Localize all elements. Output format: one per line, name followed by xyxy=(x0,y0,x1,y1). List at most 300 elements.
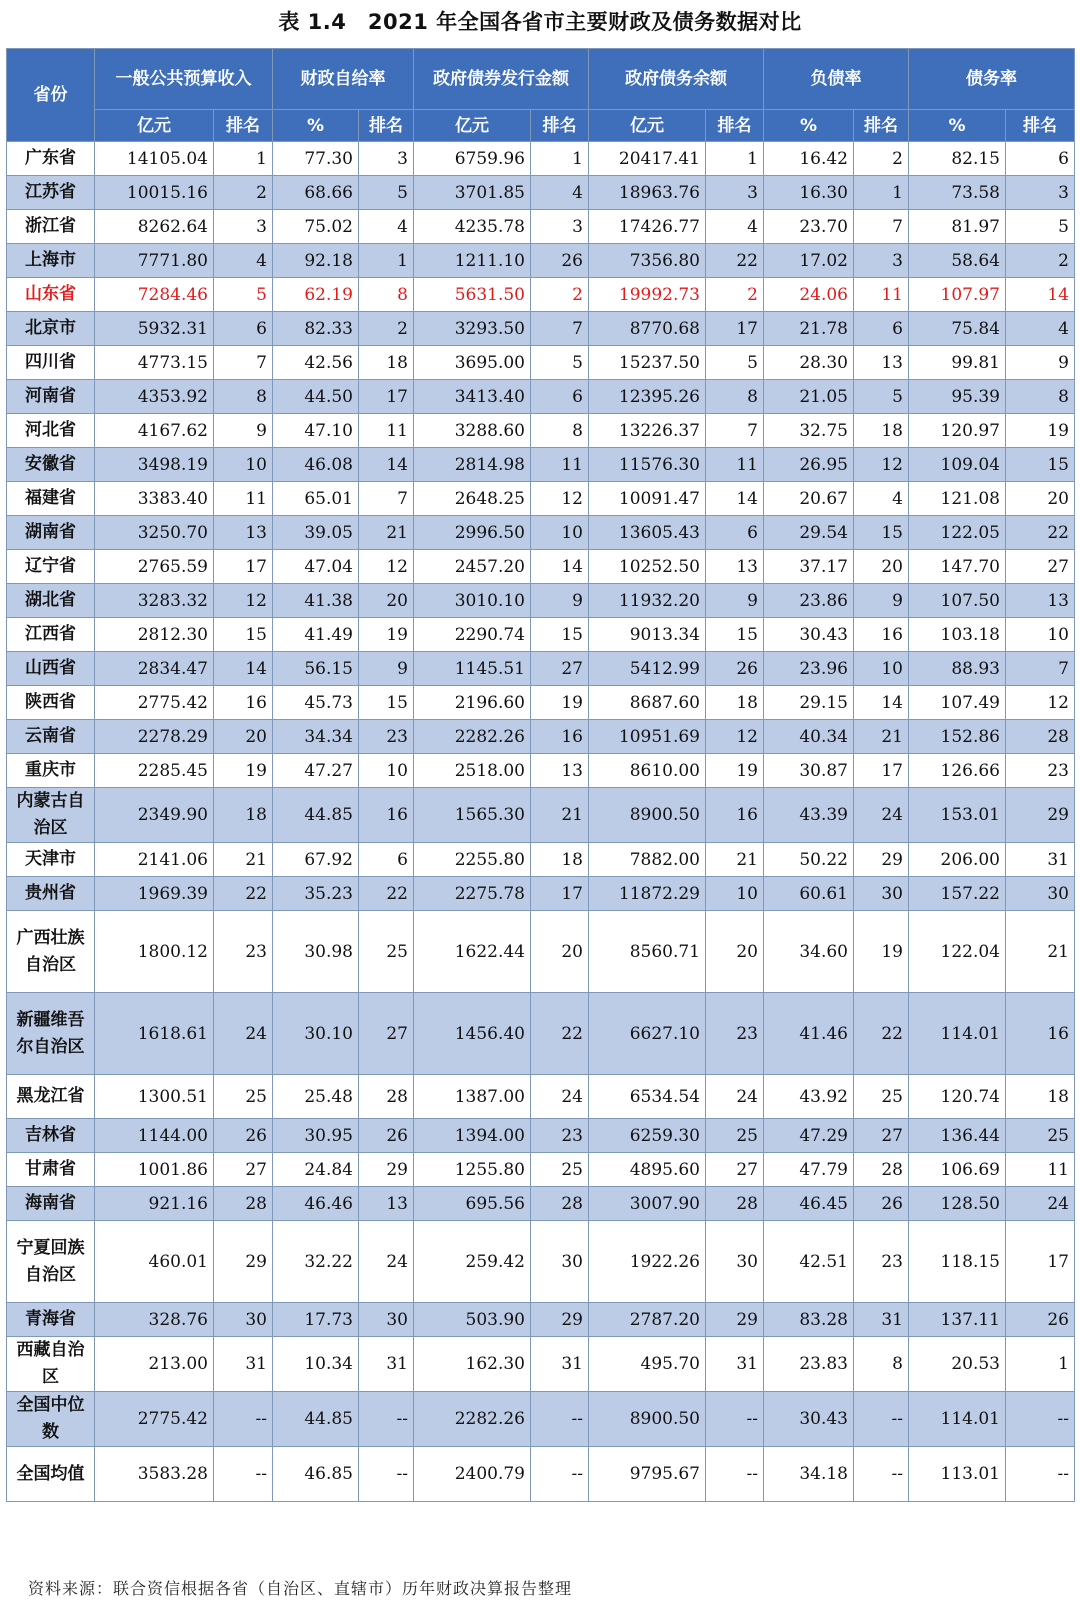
value-cell: 30 xyxy=(531,1221,589,1303)
value-cell: 17 xyxy=(531,877,589,911)
value-cell: 32.75 xyxy=(764,414,854,448)
value-cell: 16 xyxy=(1006,993,1075,1075)
value-cell: 4895.60 xyxy=(589,1153,706,1187)
value-cell: 17 xyxy=(854,754,909,788)
value-cell: 3383.40 xyxy=(95,482,214,516)
value-cell: 8 xyxy=(214,380,273,414)
value-cell: -- xyxy=(854,1392,909,1447)
header-province: 省份 xyxy=(7,49,95,142)
value-cell: 24 xyxy=(214,993,273,1075)
table-row xyxy=(7,1447,1075,1502)
value-cell: 45.73 xyxy=(273,686,359,720)
value-cell: 9 xyxy=(531,584,589,618)
value-cell: 28 xyxy=(214,1187,273,1221)
value-cell: 122.04 xyxy=(909,911,1006,993)
value-cell: 7 xyxy=(531,312,589,346)
value-cell: 40.34 xyxy=(764,720,854,754)
value-cell: 8610.00 xyxy=(589,754,706,788)
value-cell: 27 xyxy=(706,1153,764,1187)
value-cell: 2255.80 xyxy=(414,843,531,877)
value-cell: 20 xyxy=(1006,482,1075,516)
header-budget-revenue: 一般公共预算收入 xyxy=(95,49,273,110)
table-row xyxy=(7,1153,1075,1187)
value-cell: 20 xyxy=(706,911,764,993)
value-cell: 2282.26 xyxy=(414,720,531,754)
value-cell: 29.15 xyxy=(764,686,854,720)
table-row xyxy=(7,1337,1075,1392)
value-cell: 107.49 xyxy=(909,686,1006,720)
value-cell: 27 xyxy=(531,652,589,686)
value-cell: 6759.96 xyxy=(414,142,531,176)
value-cell: 34.34 xyxy=(273,720,359,754)
value-cell: 3250.70 xyxy=(95,516,214,550)
value-cell: 30.87 xyxy=(764,754,854,788)
value-cell: 17.73 xyxy=(273,1303,359,1337)
value-cell: -- xyxy=(359,1447,414,1502)
value-cell: 19 xyxy=(854,911,909,993)
value-cell: 28.30 xyxy=(764,346,854,380)
province-cell: 安徽省 xyxy=(7,448,95,482)
table-row xyxy=(7,754,1075,788)
value-cell: -- xyxy=(531,1447,589,1502)
value-cell: 34.60 xyxy=(764,911,854,993)
value-cell: 106.69 xyxy=(909,1153,1006,1187)
value-cell: 23 xyxy=(1006,754,1075,788)
value-cell: 9 xyxy=(359,652,414,686)
value-cell: 16 xyxy=(214,686,273,720)
value-cell: 695.56 xyxy=(414,1187,531,1221)
value-cell: 107.97 xyxy=(909,278,1006,312)
value-cell: 37.17 xyxy=(764,550,854,584)
value-cell: 34.18 xyxy=(764,1447,854,1502)
value-cell: 4353.92 xyxy=(95,380,214,414)
value-cell: 11 xyxy=(359,414,414,448)
value-cell: 11 xyxy=(531,448,589,482)
value-cell: 8 xyxy=(531,414,589,448)
value-cell: 46.85 xyxy=(273,1447,359,1502)
table-row xyxy=(7,1119,1075,1153)
province-cell: 内蒙古自治区 xyxy=(7,788,95,843)
value-cell: 2787.20 xyxy=(589,1303,706,1337)
value-cell: 13 xyxy=(854,346,909,380)
value-cell: 16 xyxy=(531,720,589,754)
value-cell: 157.22 xyxy=(909,877,1006,911)
value-cell: 11 xyxy=(214,482,273,516)
value-cell: 13 xyxy=(706,550,764,584)
value-cell: 47.79 xyxy=(764,1153,854,1187)
value-cell: 114.01 xyxy=(909,1392,1006,1447)
value-cell: 92.18 xyxy=(273,244,359,278)
value-cell: 29 xyxy=(1006,788,1075,843)
value-cell: 2814.98 xyxy=(414,448,531,482)
header-row-groups xyxy=(7,49,1075,110)
value-cell: 6 xyxy=(214,312,273,346)
value-cell: 14 xyxy=(531,550,589,584)
value-cell: 9 xyxy=(854,584,909,618)
value-cell: 22 xyxy=(854,993,909,1075)
value-cell: 21 xyxy=(706,843,764,877)
value-cell: 29 xyxy=(531,1303,589,1337)
province-cell: 山西省 xyxy=(7,652,95,686)
value-cell: 17 xyxy=(359,380,414,414)
table-row xyxy=(7,176,1075,210)
value-cell: 2 xyxy=(854,142,909,176)
value-cell: 35.23 xyxy=(273,877,359,911)
value-cell: 13 xyxy=(1006,584,1075,618)
value-cell: 2775.42 xyxy=(95,1392,214,1447)
value-cell: 22 xyxy=(359,877,414,911)
value-cell: 24 xyxy=(706,1075,764,1119)
value-cell: 75.84 xyxy=(909,312,1006,346)
value-cell: 47.29 xyxy=(764,1119,854,1153)
value-cell: 26 xyxy=(214,1119,273,1153)
value-cell: 1394.00 xyxy=(414,1119,531,1153)
value-cell: 14105.04 xyxy=(95,142,214,176)
value-cell: 206.00 xyxy=(909,843,1006,877)
value-cell: 10091.47 xyxy=(589,482,706,516)
value-cell: 10 xyxy=(531,516,589,550)
value-cell: 15 xyxy=(531,618,589,652)
value-cell: 3 xyxy=(214,210,273,244)
value-cell: 50.22 xyxy=(764,843,854,877)
value-cell: 30.98 xyxy=(273,911,359,993)
province-cell: 宁夏回族自治区 xyxy=(7,1221,95,1303)
value-cell: 28 xyxy=(531,1187,589,1221)
value-cell: 495.70 xyxy=(589,1337,706,1392)
value-cell: 73.58 xyxy=(909,176,1006,210)
value-cell: 10 xyxy=(1006,618,1075,652)
value-cell: 18 xyxy=(531,843,589,877)
value-cell: 26 xyxy=(854,1187,909,1221)
value-cell: 23.86 xyxy=(764,584,854,618)
province-cell: 贵州省 xyxy=(7,877,95,911)
value-cell: 2 xyxy=(706,278,764,312)
value-cell: 7 xyxy=(1006,652,1075,686)
value-cell: 7 xyxy=(214,346,273,380)
value-cell: 18 xyxy=(854,414,909,448)
value-cell: -- xyxy=(1006,1447,1075,1502)
value-cell: 8900.50 xyxy=(589,788,706,843)
value-cell: 5 xyxy=(214,278,273,312)
value-cell: 7 xyxy=(706,414,764,448)
value-cell: 921.16 xyxy=(95,1187,214,1221)
value-cell: 12 xyxy=(359,550,414,584)
value-cell: 10 xyxy=(706,877,764,911)
value-cell: 25 xyxy=(359,911,414,993)
value-cell: 19992.73 xyxy=(589,278,706,312)
value-cell: 6 xyxy=(531,380,589,414)
value-cell: 24.06 xyxy=(764,278,854,312)
value-cell: 14 xyxy=(359,448,414,482)
value-cell: 15 xyxy=(854,516,909,550)
table-row xyxy=(7,618,1075,652)
value-cell: 126.66 xyxy=(909,754,1006,788)
value-cell: 8 xyxy=(1006,380,1075,414)
value-cell: 30 xyxy=(214,1303,273,1337)
province-cell: 西藏自治区 xyxy=(7,1337,95,1392)
value-cell: 6259.30 xyxy=(589,1119,706,1153)
value-cell: 42.56 xyxy=(273,346,359,380)
value-cell: 14 xyxy=(706,482,764,516)
value-cell: 6 xyxy=(706,516,764,550)
value-cell: 24 xyxy=(1006,1187,1075,1221)
value-cell: 20.53 xyxy=(909,1337,1006,1392)
value-cell: 2285.45 xyxy=(95,754,214,788)
value-cell: 152.86 xyxy=(909,720,1006,754)
table-row xyxy=(7,346,1075,380)
value-cell: 2 xyxy=(1006,244,1075,278)
value-cell: 3 xyxy=(531,210,589,244)
value-cell: 5 xyxy=(854,380,909,414)
value-cell: 28 xyxy=(359,1075,414,1119)
value-cell: 31 xyxy=(531,1337,589,1392)
value-cell: 19 xyxy=(359,618,414,652)
value-cell: 1922.26 xyxy=(589,1221,706,1303)
value-cell: 3 xyxy=(706,176,764,210)
value-cell: 2 xyxy=(531,278,589,312)
value-cell: 3283.32 xyxy=(95,584,214,618)
value-cell: 3007.90 xyxy=(589,1187,706,1221)
province-cell: 河南省 xyxy=(7,380,95,414)
value-cell: 2141.06 xyxy=(95,843,214,877)
table-row xyxy=(7,686,1075,720)
value-cell: 13605.43 xyxy=(589,516,706,550)
value-cell: 18 xyxy=(359,346,414,380)
value-cell: 2457.20 xyxy=(414,550,531,584)
value-cell: 77.30 xyxy=(273,142,359,176)
value-cell: 81.97 xyxy=(909,210,1006,244)
value-cell: 5932.31 xyxy=(95,312,214,346)
province-cell: 天津市 xyxy=(7,843,95,877)
value-cell: 30 xyxy=(1006,877,1075,911)
value-cell: 7 xyxy=(854,210,909,244)
value-cell: 2812.30 xyxy=(95,618,214,652)
value-cell: 3413.40 xyxy=(414,380,531,414)
value-cell: 21 xyxy=(359,516,414,550)
value-cell: 23.70 xyxy=(764,210,854,244)
value-cell: 2282.26 xyxy=(414,1392,531,1447)
header-debt-ratio: 债务率 xyxy=(909,49,1075,110)
value-cell: 23 xyxy=(854,1221,909,1303)
value-cell: 29 xyxy=(706,1303,764,1337)
value-cell: 7356.80 xyxy=(589,244,706,278)
province-cell: 山东省 xyxy=(7,278,95,312)
value-cell: 10 xyxy=(359,754,414,788)
table-row xyxy=(7,278,1075,312)
value-cell: 5631.50 xyxy=(414,278,531,312)
value-cell: 3288.60 xyxy=(414,414,531,448)
value-cell: 2400.79 xyxy=(414,1447,531,1502)
value-cell: 8900.50 xyxy=(589,1392,706,1447)
value-cell: 2290.74 xyxy=(414,618,531,652)
value-cell: 19 xyxy=(1006,414,1075,448)
value-cell: 20 xyxy=(531,911,589,993)
province-cell: 浙江省 xyxy=(7,210,95,244)
value-cell: 2 xyxy=(359,312,414,346)
value-cell: 2 xyxy=(214,176,273,210)
value-cell: 109.04 xyxy=(909,448,1006,482)
value-cell: 1 xyxy=(706,142,764,176)
value-cell: 4 xyxy=(214,244,273,278)
province-cell: 江西省 xyxy=(7,618,95,652)
value-cell: 4 xyxy=(359,210,414,244)
value-cell: 2765.59 xyxy=(95,550,214,584)
value-cell: 16 xyxy=(706,788,764,843)
value-cell: 21.78 xyxy=(764,312,854,346)
province-cell: 河北省 xyxy=(7,414,95,448)
value-cell: 23.83 xyxy=(764,1337,854,1392)
value-cell: 3 xyxy=(854,244,909,278)
value-cell: 24 xyxy=(854,788,909,843)
value-cell: 12 xyxy=(854,448,909,482)
value-cell: 1456.40 xyxy=(414,993,531,1075)
value-cell: 30 xyxy=(854,877,909,911)
value-cell: 19 xyxy=(706,754,764,788)
value-cell: 12 xyxy=(214,584,273,618)
value-cell: 12 xyxy=(706,720,764,754)
value-cell: 22 xyxy=(1006,516,1075,550)
value-cell: 2196.60 xyxy=(414,686,531,720)
value-cell: 18 xyxy=(706,686,764,720)
value-cell: 10015.16 xyxy=(95,176,214,210)
value-cell: 10252.50 xyxy=(589,550,706,584)
value-cell: 9 xyxy=(1006,346,1075,380)
header-row-units xyxy=(7,110,1075,142)
unit-header: % xyxy=(909,110,1006,142)
value-cell: 1144.00 xyxy=(95,1119,214,1153)
value-cell: 2275.78 xyxy=(414,877,531,911)
value-cell: 9 xyxy=(214,414,273,448)
value-cell: 13 xyxy=(214,516,273,550)
value-cell: 137.11 xyxy=(909,1303,1006,1337)
table-row xyxy=(7,448,1075,482)
value-cell: 121.08 xyxy=(909,482,1006,516)
value-cell: 17 xyxy=(1006,1221,1075,1303)
fiscal-debt-table xyxy=(6,48,1075,1502)
value-cell: 7771.80 xyxy=(95,244,214,278)
value-cell: 30.43 xyxy=(764,618,854,652)
value-cell: 83.28 xyxy=(764,1303,854,1337)
value-cell: 32.22 xyxy=(273,1221,359,1303)
value-cell: 58.64 xyxy=(909,244,1006,278)
province-cell: 福建省 xyxy=(7,482,95,516)
value-cell: 2648.25 xyxy=(414,482,531,516)
value-cell: 28 xyxy=(854,1153,909,1187)
header-self-sufficiency: 财政自给率 xyxy=(273,49,414,110)
value-cell: 120.97 xyxy=(909,414,1006,448)
value-cell: 24 xyxy=(531,1075,589,1119)
unit-header: 亿元 xyxy=(589,110,706,142)
value-cell: 12395.26 xyxy=(589,380,706,414)
value-cell: 43.39 xyxy=(764,788,854,843)
value-cell: 31 xyxy=(706,1337,764,1392)
value-cell: 30.43 xyxy=(764,1392,854,1447)
value-cell: 7284.46 xyxy=(95,278,214,312)
value-cell: 47.04 xyxy=(273,550,359,584)
value-cell: 26 xyxy=(706,652,764,686)
value-cell: 4 xyxy=(706,210,764,244)
province-cell: 辽宁省 xyxy=(7,550,95,584)
value-cell: -- xyxy=(359,1392,414,1447)
table-row xyxy=(7,993,1075,1075)
value-cell: 19 xyxy=(214,754,273,788)
value-cell: 3701.85 xyxy=(414,176,531,210)
value-cell: 4235.78 xyxy=(414,210,531,244)
value-cell: 11932.20 xyxy=(589,584,706,618)
unit-header: 排名 xyxy=(706,110,764,142)
value-cell: 43.92 xyxy=(764,1075,854,1119)
province-cell: 新疆维吾尔自治区 xyxy=(7,993,95,1075)
table-row xyxy=(7,312,1075,346)
value-cell: 1 xyxy=(854,176,909,210)
value-cell: 46.45 xyxy=(764,1187,854,1221)
province-cell: 北京市 xyxy=(7,312,95,346)
value-cell: 136.44 xyxy=(909,1119,1006,1153)
value-cell: 9795.67 xyxy=(589,1447,706,1502)
value-cell: 41.46 xyxy=(764,993,854,1075)
province-cell: 四川省 xyxy=(7,346,95,380)
value-cell: 6 xyxy=(359,843,414,877)
value-cell: 1622.44 xyxy=(414,911,531,993)
value-cell: 16.30 xyxy=(764,176,854,210)
value-cell: -- xyxy=(706,1447,764,1502)
unit-header: % xyxy=(273,110,359,142)
value-cell: 82.15 xyxy=(909,142,1006,176)
value-cell: 6 xyxy=(1006,142,1075,176)
value-cell: 503.90 xyxy=(414,1303,531,1337)
value-cell: 460.01 xyxy=(95,1221,214,1303)
value-cell: 26.95 xyxy=(764,448,854,482)
value-cell: 31 xyxy=(359,1337,414,1392)
value-cell: 20.67 xyxy=(764,482,854,516)
table-row xyxy=(7,244,1075,278)
value-cell: 21 xyxy=(854,720,909,754)
value-cell: 3010.10 xyxy=(414,584,531,618)
province-cell: 广东省 xyxy=(7,142,95,176)
table-row xyxy=(7,720,1075,754)
header-debt-balance: 政府债务余额 xyxy=(589,49,764,110)
value-cell: 3498.19 xyxy=(95,448,214,482)
value-cell: 1 xyxy=(531,142,589,176)
value-cell: 14 xyxy=(854,686,909,720)
value-cell: 10951.69 xyxy=(589,720,706,754)
table-row xyxy=(7,911,1075,993)
table-row xyxy=(7,210,1075,244)
value-cell: 128.50 xyxy=(909,1187,1006,1221)
value-cell: 4 xyxy=(531,176,589,210)
value-cell: 153.01 xyxy=(909,788,1006,843)
value-cell: 8687.60 xyxy=(589,686,706,720)
value-cell: 21 xyxy=(214,843,273,877)
value-cell: 1 xyxy=(1006,1337,1075,1392)
value-cell: 30 xyxy=(359,1303,414,1337)
value-cell: 9 xyxy=(706,584,764,618)
value-cell: 5 xyxy=(359,176,414,210)
value-cell: 28 xyxy=(706,1187,764,1221)
value-cell: 20 xyxy=(214,720,273,754)
value-cell: 30 xyxy=(706,1221,764,1303)
value-cell: 41.38 xyxy=(273,584,359,618)
value-cell: 27 xyxy=(359,993,414,1075)
value-cell: 14 xyxy=(214,652,273,686)
value-cell: 42.51 xyxy=(764,1221,854,1303)
value-cell: 1211.10 xyxy=(414,244,531,278)
value-cell: 11 xyxy=(854,278,909,312)
table-row xyxy=(7,550,1075,584)
province-cell: 海南省 xyxy=(7,1187,95,1221)
value-cell: 30.95 xyxy=(273,1119,359,1153)
value-cell: 11 xyxy=(706,448,764,482)
